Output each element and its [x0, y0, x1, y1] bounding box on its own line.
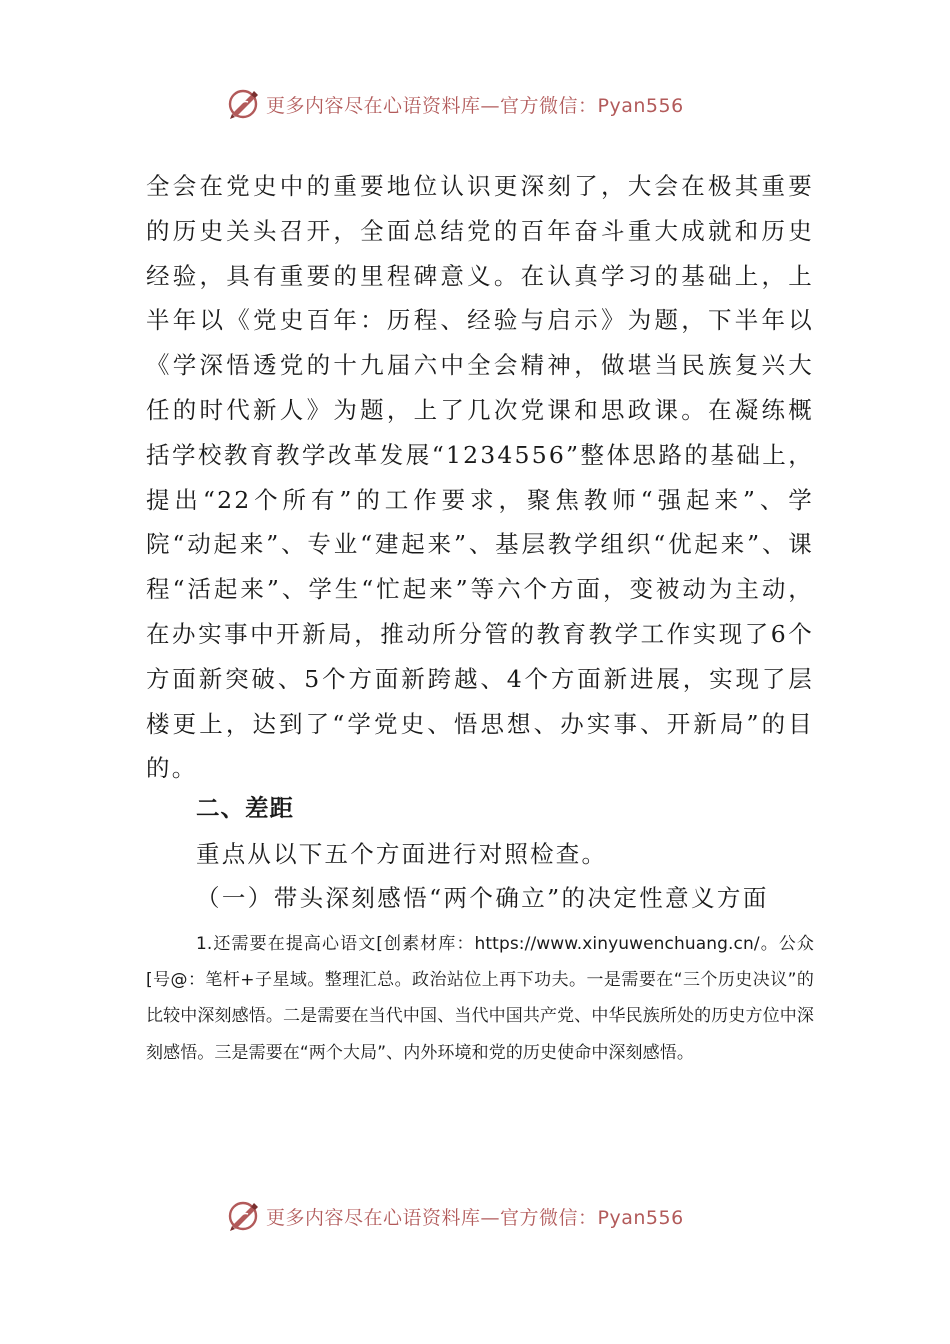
list-item: 1.还需要在提高心语文[创素材库：https://www.xinyuwenchuang.cn/。公众[号@：笔杆+子星域。整理汇总。政治站位上再下功夫。一是需要在“三个历史决议”的比较中深刻感悟。二是需要在当代中国、当代中国共产党、中华民族所处的历史方位中深刻感悟。三是需要在“两个大局”、内外环境和党的历史使命中深刻感悟。 [146, 934, 814, 1063]
footer-banner-text: 更多内容尽在心语资料库—官方微信：Pyan556 [266, 1206, 684, 1229]
header-banner-text: 更多内容尽在心语资料库—官方微信：Pyan556 [266, 94, 684, 117]
footer-wechat-id: Pyan556 [597, 1206, 684, 1229]
body-paragraph: 全会在党史中的重要地位认识更深刻了，大会在极其重要的历史关头召开，全面总结党的百年奋斗重大成就和历史经验，具有重要的里程碑意义。在认真学习的基础上，上半年以《党史百年：历程、经验与启示》为题，下半年以《学深悟透党的十九届六中全会精神，做堪当民族复兴大任的时代新人》为题，上了几次党课和思政课。在凝练概括学校教育教学改革发展“1234556”整体思路的基础上，提出“22个所有”的工作要求，聚焦教师“强起来”、学院“动起来”、专业“建起来”、基层教学组织“优起来”、课程“活起来”、学生“忙起来”等六个方面，变被动为主动，在办实事中开新局，推动所分管的教育教学工作实现了6个方面新突破、5个方面新跨越、4个方面新进展，实现了层楼更上，达到了“学党史、悟思想、办实事、开新局”的目的。 [146, 172, 814, 783]
header-wechat-id: Pyan556 [597, 94, 684, 117]
header-banner [226, 84, 726, 124]
pen-circle-logo-icon [226, 86, 262, 122]
section-intro: 重点从以下五个方面进行对照检查。 [196, 840, 608, 868]
footer-banner [226, 1196, 726, 1236]
pen-circle-logo-icon [226, 1198, 262, 1234]
sub-heading: （一）带头深刻感悟“两个确立”的决定性意义方面 [196, 884, 769, 912]
section-heading: 二、差距 [196, 794, 294, 822]
